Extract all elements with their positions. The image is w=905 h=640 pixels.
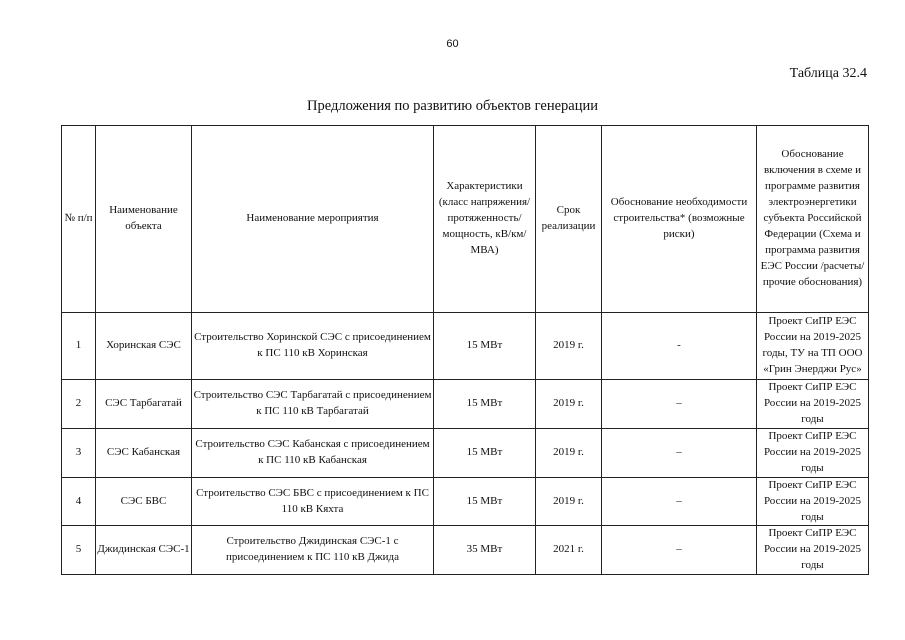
cell-specs: 15 МВт bbox=[434, 477, 536, 526]
cell-necessity: – bbox=[602, 380, 757, 429]
table-header-row bbox=[62, 126, 869, 313]
header-num: № п/п bbox=[62, 126, 96, 313]
cell-term: 2019 г. bbox=[536, 428, 602, 477]
cell-measure: Строительство Хоринской СЭС с присоединением к ПС 110 кВ Хоринская bbox=[192, 313, 434, 380]
cell-basis: Проект СиПР ЕЭС России на 2019-2025 годы, ТУ на ТП ООО «Грин Энерджи Рус» bbox=[757, 313, 869, 380]
cell-object: Джидинская СЭС-1 bbox=[96, 526, 192, 575]
header-object: Наименование объекта bbox=[96, 126, 192, 313]
cell-basis: Проект СиПР ЕЭС России на 2019-2025 годы bbox=[757, 526, 869, 575]
table-row bbox=[62, 477, 869, 526]
header-necessity: Обоснование необходимости строительства* (возможные риски) bbox=[602, 126, 757, 313]
cell-term: 2019 г. bbox=[536, 380, 602, 429]
cell-necessity: – bbox=[602, 428, 757, 477]
cell-term: 2021 г. bbox=[536, 526, 602, 575]
cell-term: 2019 г. bbox=[536, 477, 602, 526]
cell-num: 1 bbox=[62, 313, 96, 380]
cell-measure: Строительство Джидинская СЭС-1 с присоединением к ПС 110 кВ Джида bbox=[192, 526, 434, 575]
table-row bbox=[62, 526, 869, 575]
generation-proposals-table bbox=[61, 125, 869, 575]
table-row bbox=[62, 380, 869, 429]
cell-basis: Проект СиПР ЕЭС России на 2019-2025 годы bbox=[757, 477, 869, 526]
page-number: 60 bbox=[446, 38, 459, 50]
cell-necessity: – bbox=[602, 526, 757, 575]
cell-num: 5 bbox=[62, 526, 96, 575]
cell-num: 2 bbox=[62, 380, 96, 429]
table-row bbox=[62, 313, 869, 380]
header-measure: Наименование мероприятия bbox=[192, 126, 434, 313]
header-specs: Характеристики (класс напряжения/ протяженность/ мощность, кВ/км/МВА) bbox=[434, 126, 536, 313]
cell-basis: Проект СиПР ЕЭС России на 2019-2025 годы bbox=[757, 428, 869, 477]
table-title: Предложения по развитию объектов генерации bbox=[306, 98, 599, 114]
cell-object: Хоринская СЭС bbox=[96, 313, 192, 380]
cell-object: СЭС Кабанская bbox=[96, 428, 192, 477]
cell-specs: 35 МВт bbox=[434, 526, 536, 575]
cell-object: СЭС Тарбагатай bbox=[96, 380, 192, 429]
cell-necessity: - bbox=[602, 313, 757, 380]
table-label: Таблица 32.4 bbox=[789, 66, 867, 81]
cell-num: 4 bbox=[62, 477, 96, 526]
cell-object: СЭС БВС bbox=[96, 477, 192, 526]
cell-measure: Строительство СЭС Тарбагатай с присоединением к ПС 110 кВ Тарбагатай bbox=[192, 380, 434, 429]
cell-basis: Проект СиПР ЕЭС России на 2019-2025 годы bbox=[757, 380, 869, 429]
cell-specs: 15 МВт bbox=[434, 428, 536, 477]
cell-specs: 15 МВт bbox=[434, 313, 536, 380]
cell-specs: 15 МВт bbox=[434, 380, 536, 429]
header-term: Срок реализации bbox=[536, 126, 602, 313]
cell-num: 3 bbox=[62, 428, 96, 477]
table-row bbox=[62, 428, 869, 477]
cell-measure: Строительство СЭС Кабанская с присоединением к ПС 110 кВ Кабанская bbox=[192, 428, 434, 477]
header-basis: Обоснование включения в схеме и программе развития электроэнергетики субъекта Российской Федерации (Схема и программа развития ЕЭС России /расчеты/прочие обоснования) bbox=[757, 126, 869, 313]
cell-necessity: – bbox=[602, 477, 757, 526]
cell-term: 2019 г. bbox=[536, 313, 602, 380]
cell-measure: Строительство СЭС БВС с присоединением к ПС 110 кВ Кяхта bbox=[192, 477, 434, 526]
